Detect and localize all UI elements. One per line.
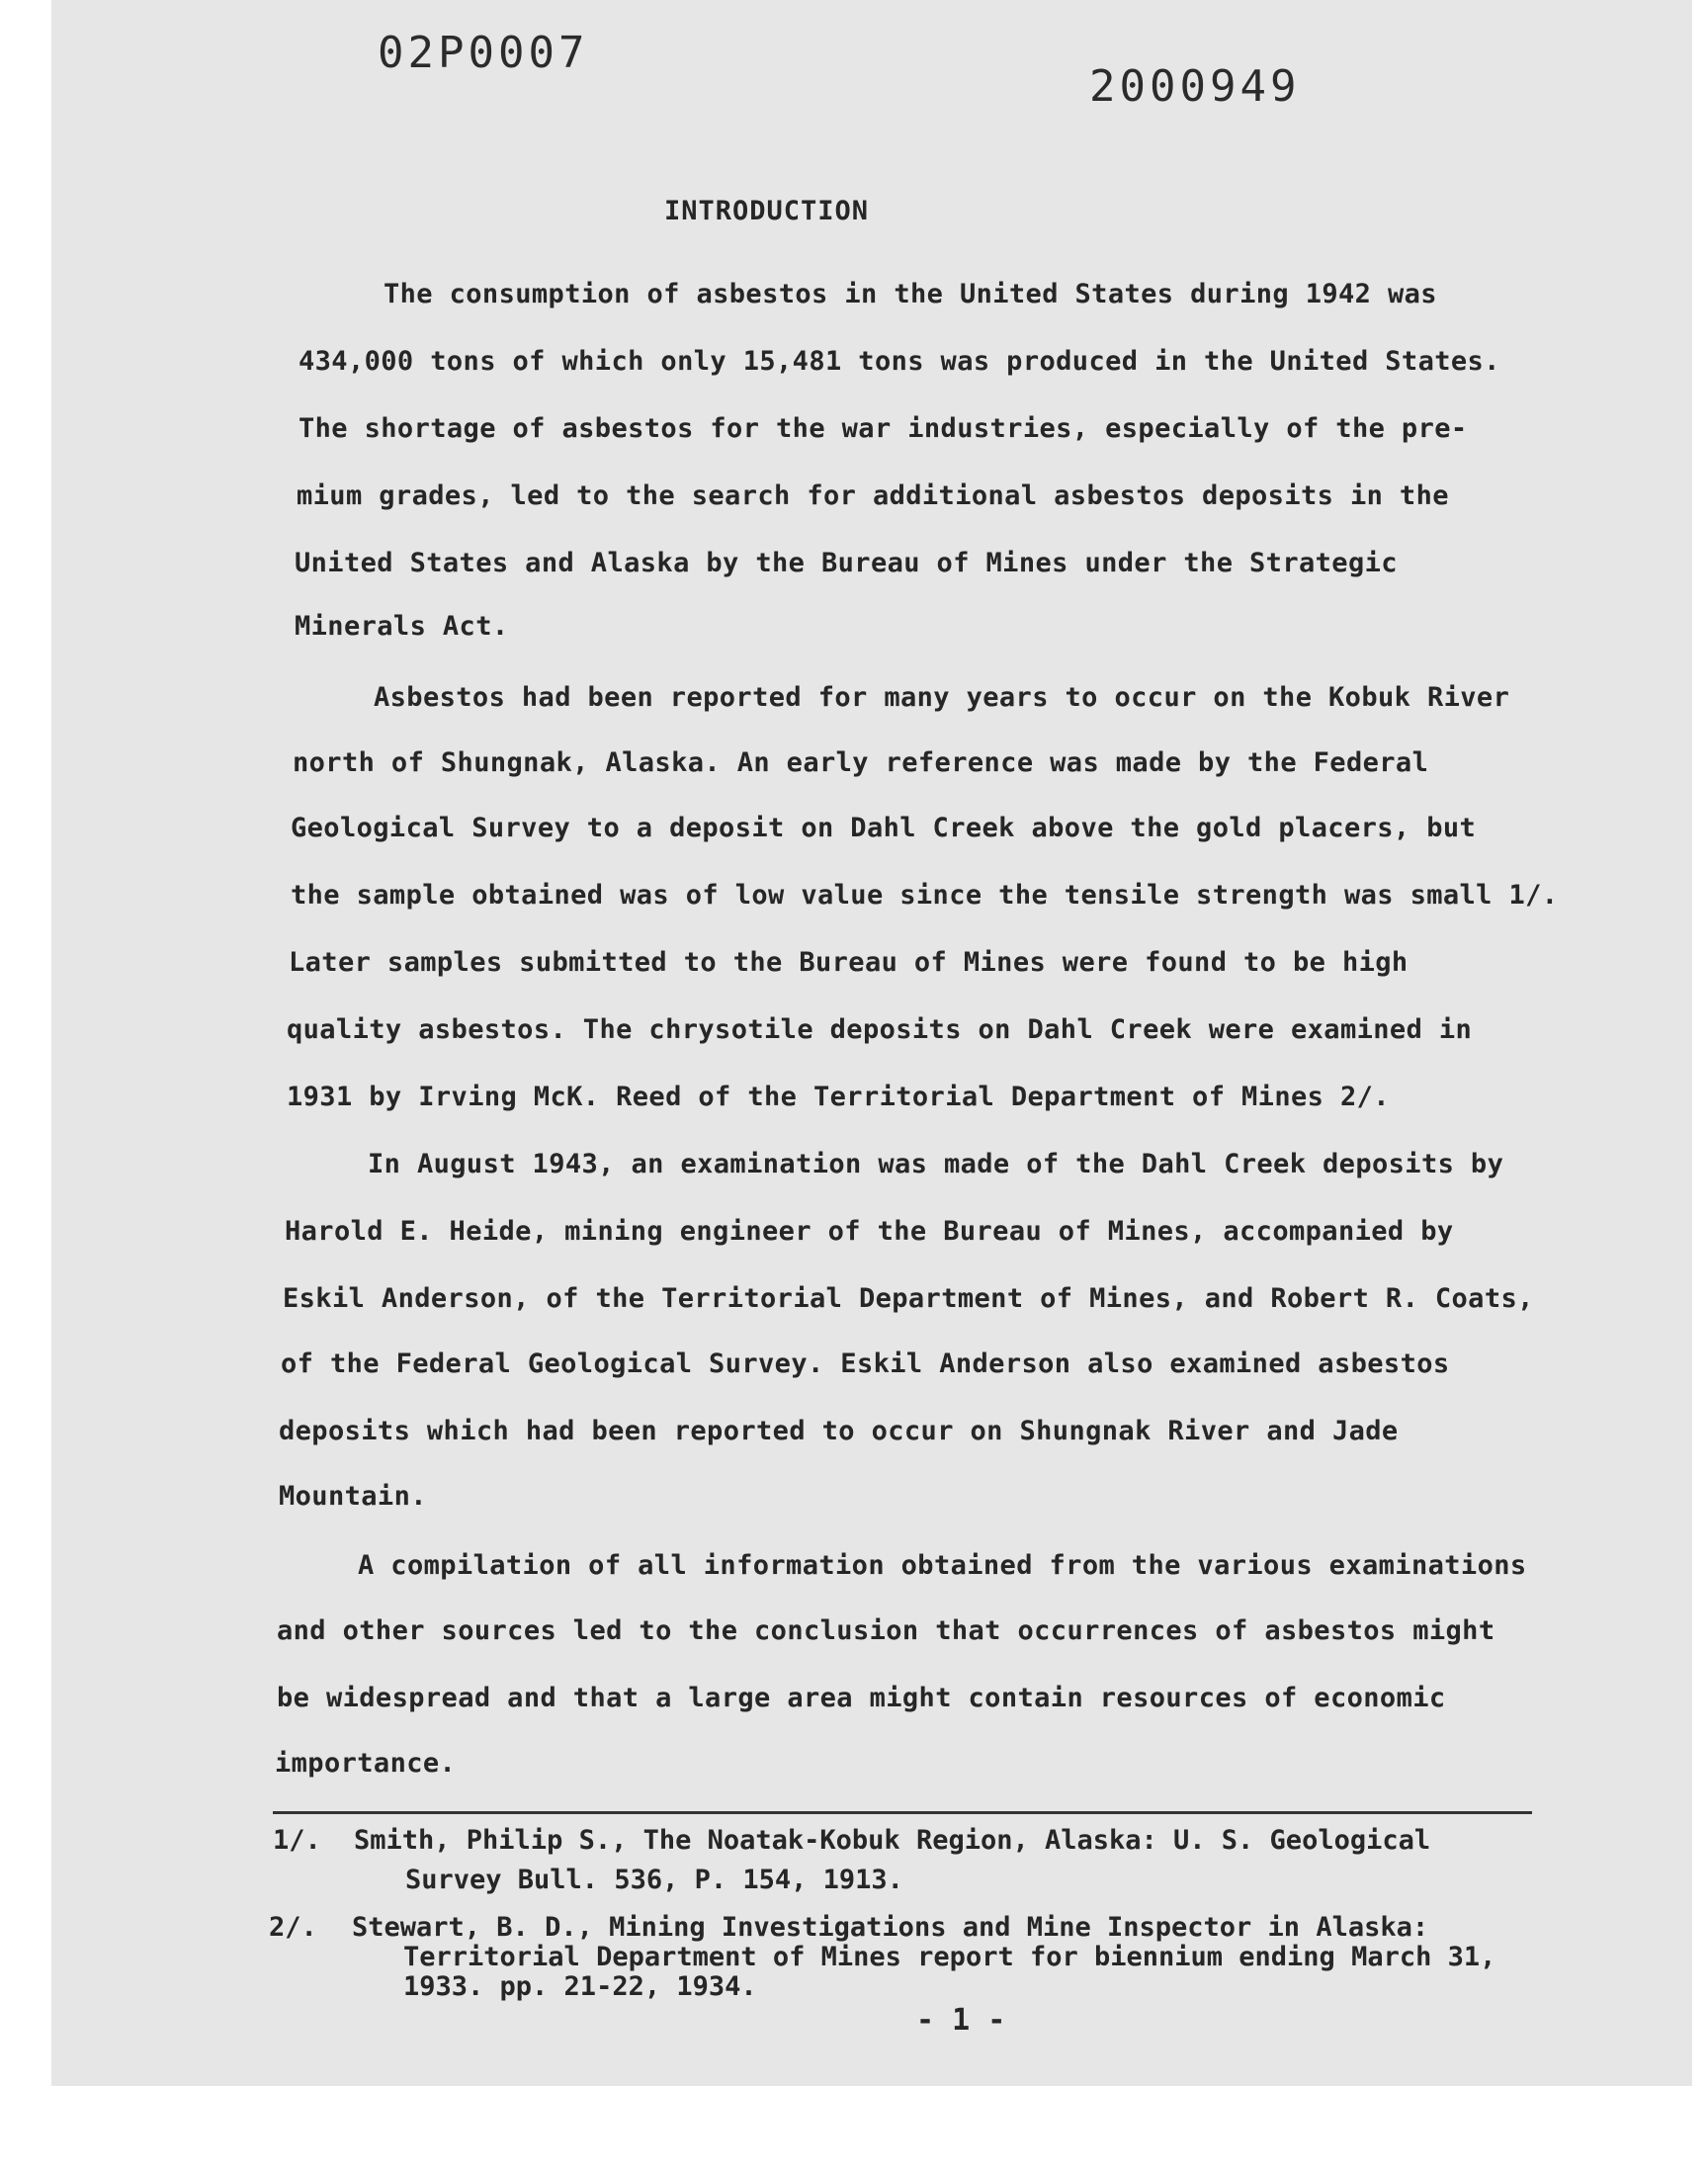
paragraph-3-line-4: of the Federal Geological Survey. Eskil Anderson also examined asbestos [281,1348,1450,1379]
paragraph-2-line-3: Geological Survey to a deposit on Dahl Creek above the gold placers, but [291,813,1477,843]
paragraph-1-line-5: United States and Alaska by the Bureau of Mines under the Strategic [295,548,1398,578]
footnote-divider [273,1811,1532,1814]
footnote-2-mark: 2/. [269,1912,317,1943]
footnote-2-line-2: Territorial Department of Mines report for biennium ending March 31, [403,1942,1496,1972]
paragraph-4-line-3: be widespread and that a large area might contain resources of economic [277,1683,1446,1713]
paragraph-4-line-4: importance. [275,1748,457,1779]
paragraph-3-line-5: deposits which had been reported to occur on Shungnak River and Jade [279,1416,1399,1446]
paragraph-3-line-2: Harold E. Heide, mining engineer of the Bureau of Mines, accompanied by [285,1216,1454,1247]
paragraph-2-line-2: north of Shungnak, Alaska. An early reference was made by the Federal [293,747,1429,778]
paragraph-4-line-2: and other sources led to the conclusion that occurrences of asbestos might [277,1615,1495,1646]
footnote-1-line-1: Smith, Philip S., The Noatak-Kobuk Region, Alaska: U. S. Geological [354,1825,1431,1856]
paragraph-1-line-1: The consumption of asbestos in the United States during 1942 was [384,279,1437,309]
paragraph-3-line-6: Mountain. [279,1481,427,1512]
paragraph-3-line-3: Eskil Anderson, of the Territorial Department of Mines, and Robert R. Coats, [283,1283,1534,1314]
paragraph-2-line-7: 1931 by Irving McK. Reed of the Territorial Department of Mines 2/. [287,1082,1390,1112]
footnote-2-line-1: Stewart, B. D., Mining Investigations and Mine Inspector in Alaska: [352,1912,1429,1943]
stamp-number-left: 02P0007 [378,28,589,78]
page-number: - 1 - [916,2003,1006,2038]
footnote-2-line-3: 1933. pp. 21-22, 1934. [403,1971,757,2002]
document-page [51,0,1692,2086]
stamp-number-right: 2000949 [1089,61,1301,112]
paragraph-2-line-6: quality asbestos. The chrysotile deposits on Dahl Creek were examined in [287,1014,1473,1045]
paragraph-1-line-6: Minerals Act. [295,611,509,642]
paragraph-2-line-4: the sample obtained was of low value since the tensile strength was small 1/. [291,880,1559,911]
paragraph-1-line-2: 434,000 tons of which only 15,481 tons was produced in the United States. [299,346,1500,377]
paragraph-3-line-1: In August 1943, an examination was made of the Dahl Creek deposits by [368,1149,1504,1179]
page-heading: INTRODUCTION [664,196,870,226]
paragraph-1-line-4: mium grades, led to the search for additional asbestos deposits in the [297,480,1449,511]
paragraph-1-line-3: The shortage of asbestos for the war industries, especially of the pre- [299,413,1468,444]
footnote-1-mark: 1/. [273,1825,321,1856]
paragraph-2-line-5: Later samples submitted to the Bureau of Mines were found to be high [289,947,1409,978]
paragraph-2-line-1: Asbestos had been reported for many years to occur on the Kobuk River [374,682,1510,713]
paragraph-4-line-1: A compilation of all information obtained from the various examinations [358,1550,1527,1581]
footnote-1-line-2: Survey Bull. 536, P. 154, 1913. [405,1865,903,1895]
